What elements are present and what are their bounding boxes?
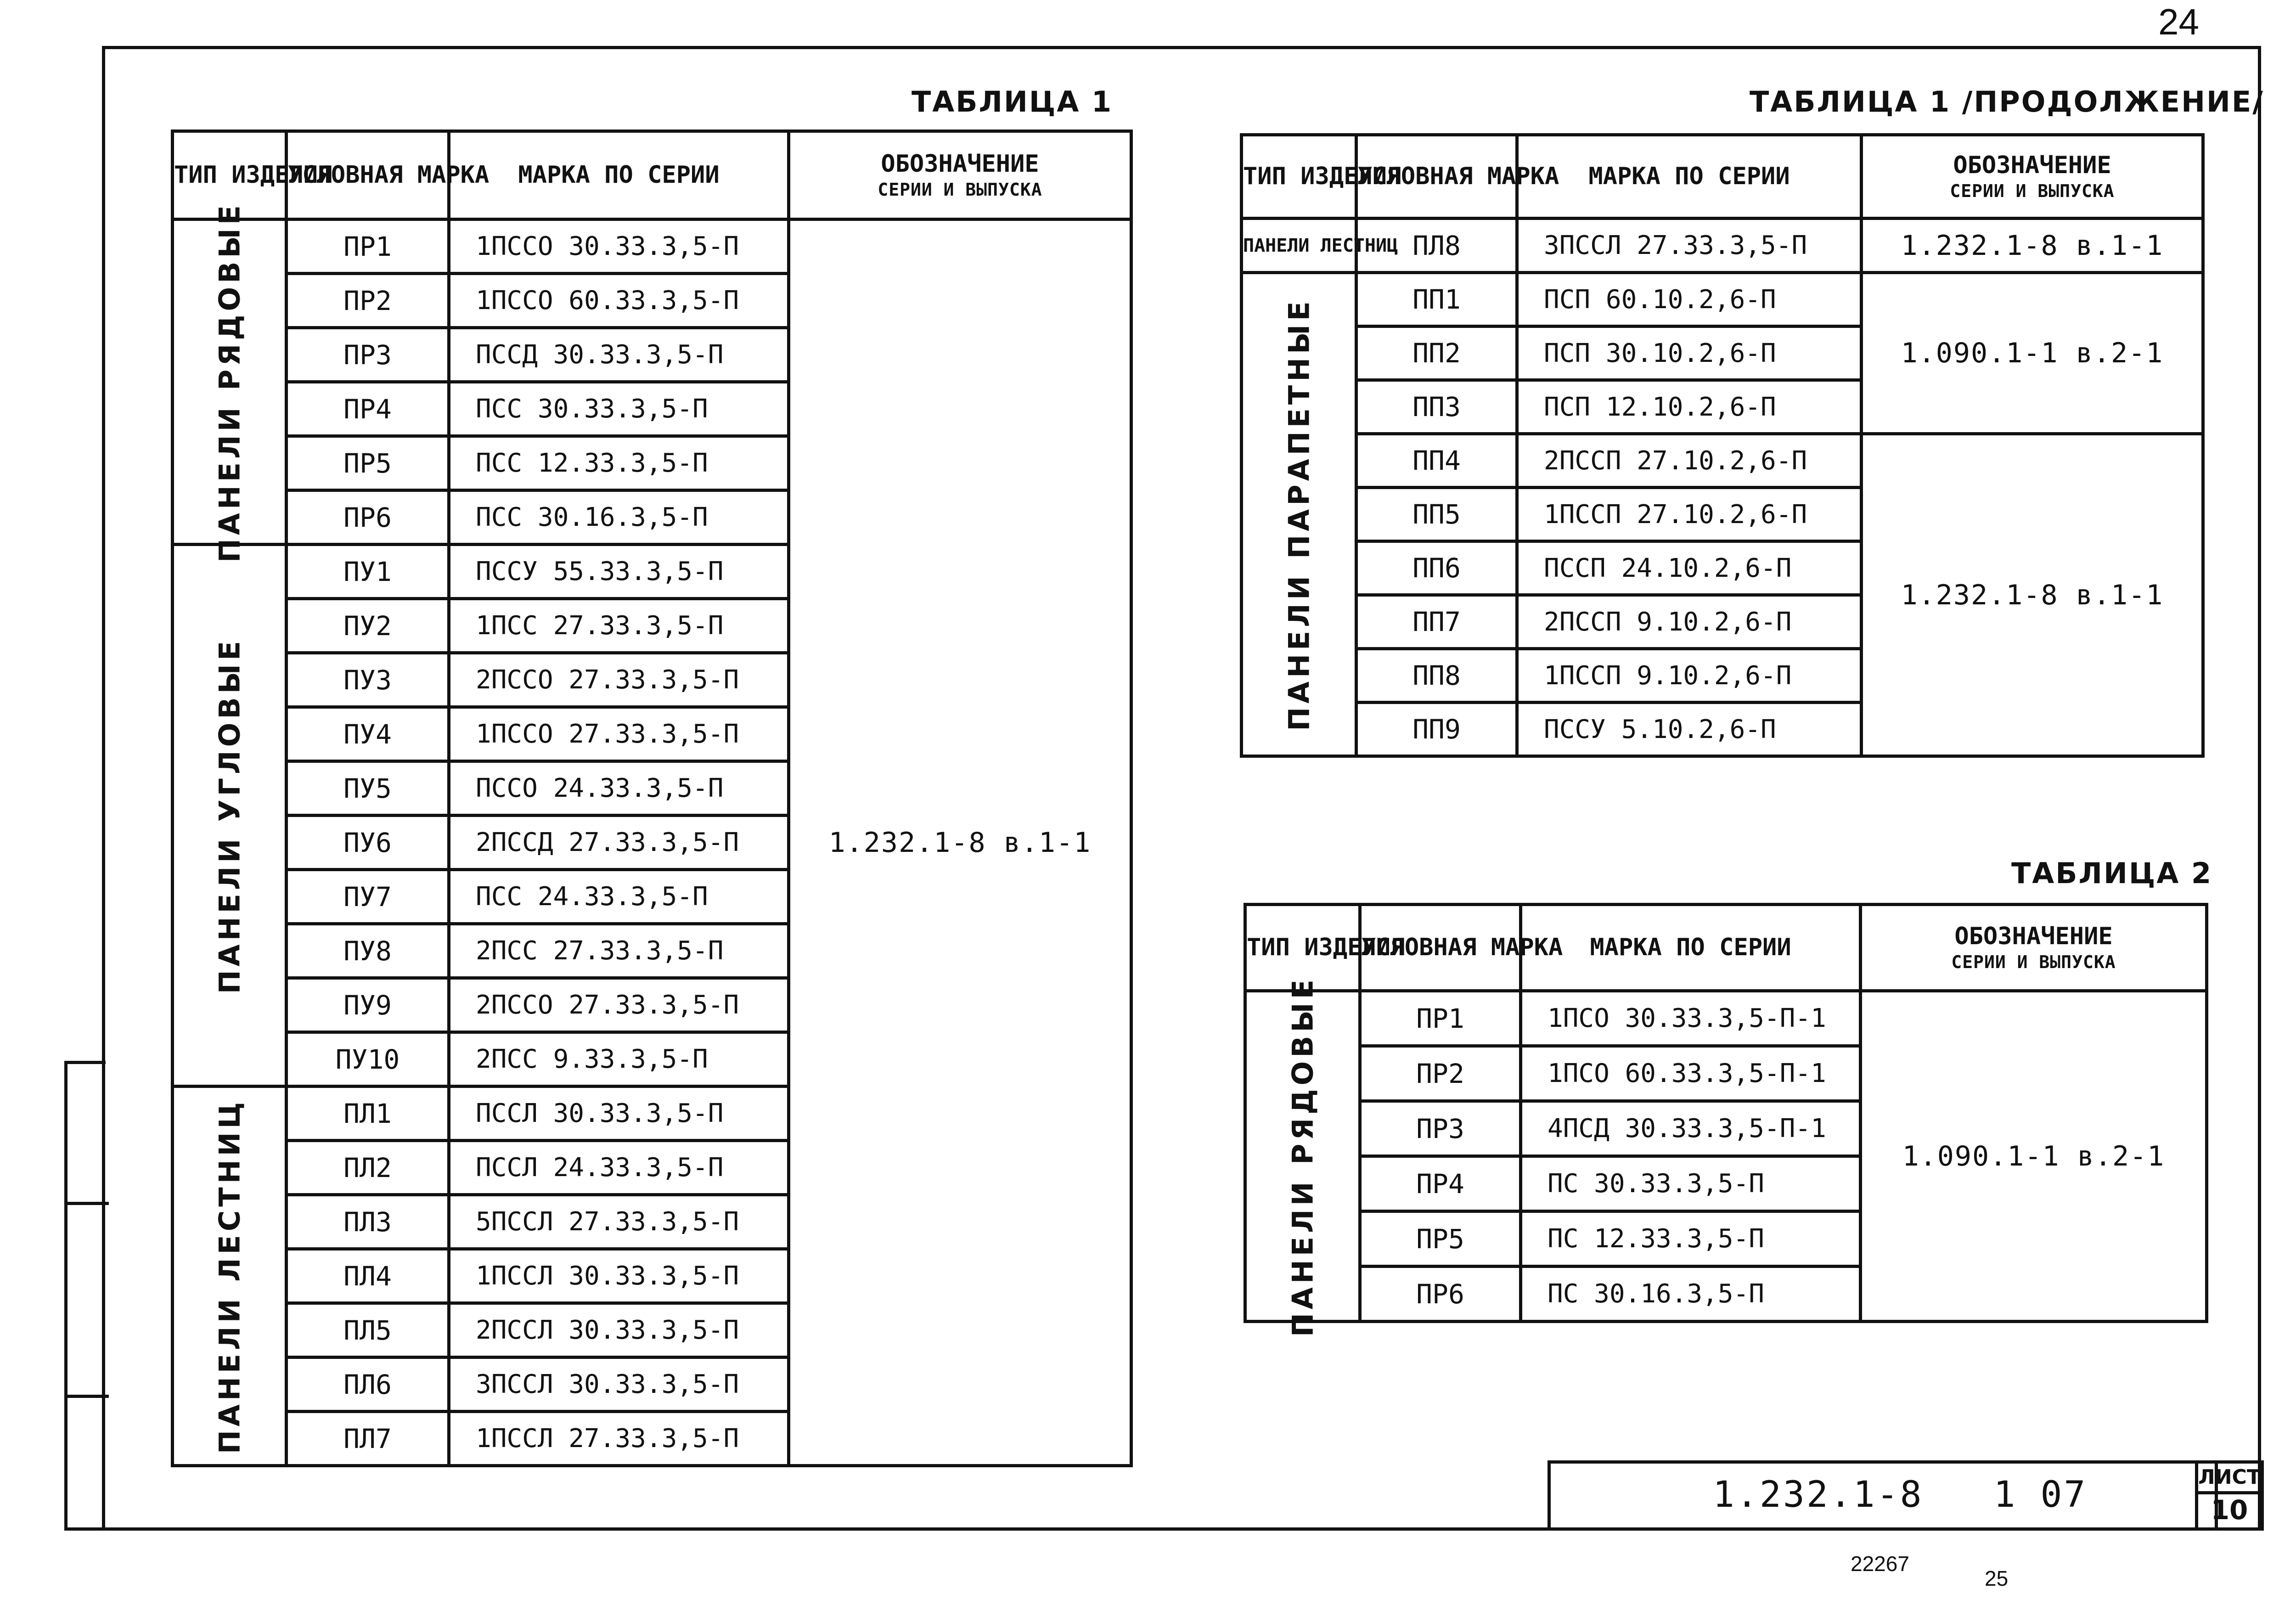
code-cell: ПУ10 xyxy=(287,1032,449,1087)
mark-cell: 1ПССО 27.33.3,5-П xyxy=(449,707,789,761)
code-cell: ПЛ6 xyxy=(287,1358,449,1412)
code-cell: ПП9 xyxy=(1356,703,1517,756)
code-cell: ПУ5 xyxy=(287,761,449,816)
designation-cell: 1.090.1-1 в.2-1 xyxy=(1862,273,2203,434)
designation-cell: 1.232.1-8 в.1-1 xyxy=(1862,219,2203,273)
code-cell: ПЛ1 xyxy=(287,1087,449,1141)
mark-cell: 2ПССО 27.33.3,5-П xyxy=(449,978,789,1032)
table1-continuation xyxy=(1240,133,2205,758)
mark-cell: ПССЛ 24.33.3,5-П xyxy=(449,1141,789,1195)
mark-cell: ПСП 12.10.2,6-П xyxy=(1517,380,1862,434)
type-cell: ПАНЕЛИ ЛЕСТНИЦ xyxy=(1242,219,1356,273)
mark-cell: ПС 12.33.3,5-П xyxy=(1521,1211,1861,1267)
header-code: УСЛОВНАЯ МАРКА xyxy=(1360,905,1521,991)
mark-cell: 1ПССЛ 27.33.3,5-П xyxy=(449,1412,789,1466)
table1-caption: ТАБЛИЦА 1 xyxy=(912,85,1113,118)
mark-cell: 1ПСО 60.33.3,5-П-1 xyxy=(1521,1046,1861,1101)
mark-cell: ПСП 60.10.2,6-П xyxy=(1517,273,1862,327)
designation-cell: 1.090.1-1 в.2-1 xyxy=(1861,991,2207,1322)
mark-cell: 2ПССЛ 30.33.3,5-П xyxy=(449,1303,789,1358)
header-mark: МАРКА ПО СЕРИИ xyxy=(1517,135,1862,219)
footer-inventory-number: 22267 xyxy=(1851,1552,1909,1576)
mark-cell: 2ПСС 9.33.3,5-П xyxy=(449,1032,789,1087)
mark-cell: 1ПССЛ 30.33.3,5-П xyxy=(449,1249,789,1303)
mark-cell: ПССУ 55.33.3,5-П xyxy=(449,545,789,599)
mark-cell: ПССП 24.10.2,6-П xyxy=(1517,541,1862,595)
mark-cell: ПС 30.16.3,5-П xyxy=(1521,1267,1861,1322)
footer-page: 25 xyxy=(1985,1566,2009,1590)
code-cell: ПП4 xyxy=(1356,434,1517,488)
code-cell: ПР6 xyxy=(1360,1267,1521,1322)
code-cell: ПП3 xyxy=(1356,380,1517,434)
mark-cell: 4ПСД 30.33.3,5-П-1 xyxy=(1521,1101,1861,1156)
code-cell: ПЛ5 xyxy=(287,1303,449,1358)
code-cell: ПУ8 xyxy=(287,924,449,978)
code-cell: ПУ6 xyxy=(287,816,449,870)
mark-cell: 1ПССО 60.33.3,5-П xyxy=(449,274,789,328)
mark-cell: ПССУ 5.10.2,6-П xyxy=(1517,703,1862,756)
table2 xyxy=(1244,903,2208,1337)
designation-cell: 1.232.1-8 в.1-1 xyxy=(789,220,1131,1466)
mark-cell: ПСС 30.16.3,5-П xyxy=(449,490,789,545)
code-cell: ПП7 xyxy=(1356,595,1517,649)
sheet-box xyxy=(2195,1460,2264,1531)
code-cell: ПР6 xyxy=(287,490,449,545)
table-row xyxy=(1242,434,2203,488)
code-cell: ПР4 xyxy=(1360,1156,1521,1211)
table2-caption: ТАБЛИЦА 2 xyxy=(2011,856,2213,890)
sheet-label: ЛИСТ xyxy=(2198,1464,2261,1494)
mark-cell: ПСС 12.33.3,5-П xyxy=(449,436,789,490)
code-cell: ПП2 xyxy=(1356,327,1517,380)
mark-cell: 1ПССП 27.10.2,6-П xyxy=(1517,488,1862,541)
code-cell: ПЛ3 xyxy=(287,1195,449,1249)
table-row xyxy=(1242,273,2203,327)
code-cell: ПП1 xyxy=(1356,273,1517,327)
group-type-label: ПАНЕЛИ УГЛОВЫЕ xyxy=(213,637,246,994)
code-cell: ПП6 xyxy=(1356,541,1517,595)
table-row xyxy=(1245,991,2207,1046)
code-cell: ПЛ8 xyxy=(1356,219,1517,273)
header-code: УСЛОВНАЯ МАРКА xyxy=(1356,135,1517,219)
header-type: ТИП ИЗДЕЛИЯ xyxy=(1242,135,1356,219)
group-type xyxy=(1245,975,1360,1337)
mark-cell: 1ПССО 30.33.3,5-П xyxy=(449,220,789,274)
group-type xyxy=(173,201,287,563)
mark-cell: 2ПССД 27.33.3,5-П xyxy=(449,816,789,870)
sheet-number: 10 xyxy=(2211,1494,2248,1526)
code-cell: ПУ3 xyxy=(287,653,449,707)
code-cell: ПУ2 xyxy=(287,599,449,653)
mark-cell: 3ПССЛ 27.33.3,5-П xyxy=(1517,219,1862,273)
code-cell: ПР1 xyxy=(287,220,449,274)
group-type-label: ПАНЕЛИ РЯДОВЫЕ xyxy=(1286,975,1319,1337)
mark-cell: 3ПССЛ 30.33.3,5-П xyxy=(449,1358,789,1412)
mark-cell: ПССД 30.33.3,5-П xyxy=(449,328,789,382)
mark-cell: 2ПССП 9.10.2,6-П xyxy=(1517,595,1862,649)
header-type: ТИП ИЗДЕЛИЯ xyxy=(1245,905,1360,991)
code-cell: ПР4 xyxy=(287,382,449,436)
group-type xyxy=(173,545,287,1087)
table-row xyxy=(1242,219,2203,273)
header-type: ТИП ИЗДЕЛИЯ xyxy=(173,131,287,220)
header-designation: ОБОЗНАЧЕНИЕ СЕРИИ И ВЫПУСКА xyxy=(789,131,1131,220)
group-type-label: ПАНЕЛИ ПАРАПЕТНЫЕ xyxy=(1282,298,1316,731)
table1 xyxy=(171,130,1133,1467)
code-cell: ПР2 xyxy=(287,274,449,328)
code-cell: ПР2 xyxy=(1360,1046,1521,1101)
group-type-label: ПАНЕЛИ ЛЕСТНИЦ xyxy=(213,1098,246,1454)
code-cell: ПП5 xyxy=(1356,488,1517,541)
table1-cont-caption: ТАБЛИЦА 1 /ПРОДОЛЖЕНИЕ/ xyxy=(1750,85,2264,118)
mark-cell: ПС 30.33.3,5-П xyxy=(1521,1156,1861,1211)
code-cell: ПЛ7 xyxy=(287,1412,449,1466)
stamp-number: 1 07 xyxy=(1993,1474,2088,1515)
code-cell: ПР3 xyxy=(287,328,449,382)
header-designation: ОБОЗНАЧЕНИЕ СЕРИИ И ВЫПУСКА xyxy=(1862,135,2203,219)
code-cell: ПУ4 xyxy=(287,707,449,761)
code-cell: ПР5 xyxy=(287,436,449,490)
group-type xyxy=(173,1087,287,1466)
binding-strip xyxy=(64,1061,106,1531)
group-type xyxy=(1242,273,1356,756)
code-cell: ПЛ2 xyxy=(287,1141,449,1195)
stamp-code: 1.232.1-8 1 07 xyxy=(1713,1474,2088,1515)
code-cell: ПУ9 xyxy=(287,978,449,1032)
mark-cell: ПСП 30.10.2,6-П xyxy=(1517,327,1862,380)
mark-cell: ПССЛ 30.33.3,5-П xyxy=(449,1087,789,1141)
mark-cell: ПСС 24.33.3,5-П xyxy=(449,870,789,924)
mark-cell: ПССО 24.33.3,5-П xyxy=(449,761,789,816)
header-code: УСЛОВНАЯ МАРКА xyxy=(287,131,449,220)
code-cell: ПР3 xyxy=(1360,1101,1521,1156)
mark-cell: ПСС 30.33.3,5-П xyxy=(449,382,789,436)
designation-cell: 1.232.1-8 в.1-1 xyxy=(1862,434,2203,756)
mark-cell: 5ПССЛ 27.33.3,5-П xyxy=(449,1195,789,1249)
code-cell: ПР1 xyxy=(1360,991,1521,1046)
mark-cell: 2ПССП 27.10.2,6-П xyxy=(1517,434,1862,488)
code-cell: ПЛ4 xyxy=(287,1249,449,1303)
mark-cell: 1ПСС 27.33.3,5-П xyxy=(449,599,789,653)
header-mark: МАРКА ПО СЕРИИ xyxy=(449,131,789,220)
header-mark: МАРКА ПО СЕРИИ xyxy=(1521,905,1861,991)
code-cell: ПУ7 xyxy=(287,870,449,924)
header-designation: ОБОЗНАЧЕНИЕ СЕРИИ И ВЫПУСКА xyxy=(1861,905,2207,991)
mark-cell: 1ПССП 9.10.2,6-П xyxy=(1517,649,1862,703)
code-cell: ПУ1 xyxy=(287,545,449,599)
code-cell: ПП8 xyxy=(1356,649,1517,703)
table-row xyxy=(173,220,1131,274)
mark-cell: 2ПССО 27.33.3,5-П xyxy=(449,653,789,707)
mark-cell: 1ПСО 30.33.3,5-П-1 xyxy=(1521,991,1861,1046)
page-number: 24 xyxy=(2158,1,2199,42)
group-type-label: ПАНЕЛИ РЯДОВЫЕ xyxy=(213,201,246,563)
code-cell: ПР5 xyxy=(1360,1211,1521,1267)
mark-cell: 2ПСС 27.33.3,5-П xyxy=(449,924,789,978)
